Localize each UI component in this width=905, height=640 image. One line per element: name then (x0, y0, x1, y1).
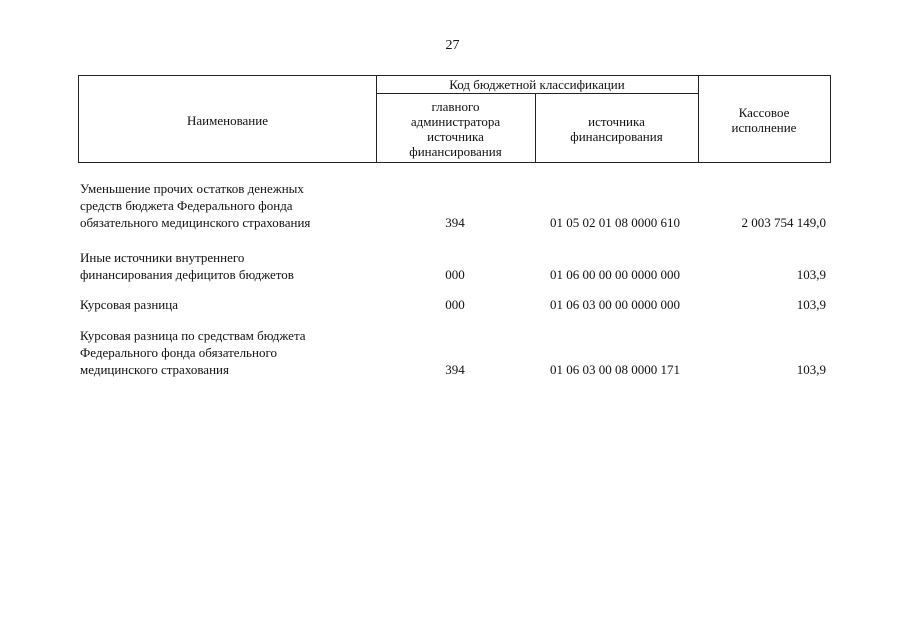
header-budget-code-group: Код бюджетной классификации (449, 77, 625, 92)
row-name-line: Уменьшение прочих остатков денежных (80, 181, 304, 196)
page-number: 27 (445, 38, 460, 53)
row-name (80, 180, 380, 231)
row-source-code: 01 05 02 01 08 0000 610 (550, 215, 680, 230)
row-source-code: 01 06 03 00 08 0000 171 (550, 362, 680, 377)
header-execution (698, 76, 830, 164)
row-source-code: 01 06 03 00 00 0000 000 (550, 297, 680, 312)
table-row (80, 327, 830, 378)
row-name-line: средств бюджета Федерального фонда (80, 198, 293, 213)
row-name (80, 327, 380, 378)
row-name-line: Иные источники внутреннего (80, 250, 245, 265)
row-name-line: медицинского страхования (80, 362, 229, 377)
table-header (78, 75, 831, 163)
header-source-line: финансирования (570, 129, 663, 144)
row-name-line: Курсовая разница (80, 297, 178, 312)
header-source (535, 94, 698, 164)
header-admin (376, 94, 535, 164)
table-row (80, 249, 830, 283)
row-name-line: Курсовая разница по средствам бюджета (80, 328, 306, 343)
row-admin-code: 394 (445, 215, 465, 230)
row-admin-code: 000 (445, 267, 465, 282)
row-name-line: обязательного медицинского страхования (80, 215, 311, 230)
row-amount: 103,9 (796, 267, 826, 282)
row-admin-code: 394 (445, 362, 465, 377)
header-name: Наименование (187, 112, 268, 128)
header-execution-line: Кассовое (738, 105, 790, 120)
header-admin-line: источника (427, 129, 484, 144)
header-source-line: источника (588, 114, 645, 129)
header-admin-line: администратора (410, 114, 501, 129)
table-row (80, 296, 830, 313)
row-source-code: 01 06 00 00 00 0000 000 (550, 267, 680, 282)
row-amount: 2 003 754 149,0 (741, 215, 826, 230)
row-name-line: Федерального фонда обязательного (80, 345, 277, 360)
header-admin-line: главного (431, 99, 480, 114)
row-name-line: финансирования дефицитов бюджетов (80, 267, 294, 282)
row-amount: 103,9 (796, 297, 826, 312)
table-body (80, 180, 830, 378)
row-name (80, 249, 380, 283)
row-name (80, 296, 380, 313)
row-amount: 103,9 (796, 362, 826, 377)
row-admin-code: 000 (445, 297, 465, 312)
header-execution-line: исполнение (731, 120, 797, 135)
table-row (80, 180, 830, 231)
header-admin-line: финансирования (409, 144, 502, 159)
